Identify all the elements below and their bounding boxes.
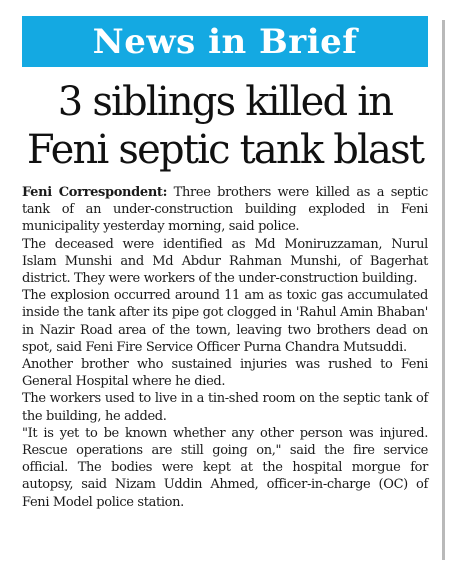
article-paragraph: "It is yet to be known whether any other person was injured. Rescue operations are still going on," said the fire service official. The bodies were kept at the hospital morgue for autopsy, said Nizam Uddin Ahmed, officer-in-charge (OC) of Feni Model police station. — [22, 425, 428, 510]
section-banner — [22, 16, 428, 67]
article-paragraph: The workers used to live in a tin-shed room on the septic tank of the building, he added. — [22, 391, 428, 424]
headline-line-1: 3 siblings killed in — [57, 79, 393, 125]
section-title: News in Brief — [92, 21, 358, 62]
column-divider — [442, 20, 445, 560]
article-body — [22, 184, 428, 511]
headline-line-2: Feni septic tank blast — [26, 127, 424, 173]
article-paragraph — [22, 184, 428, 236]
article-headline — [22, 78, 428, 174]
article-paragraph: Another brother who sustained injuries was rushed to Feni General Hospital where he died. — [22, 357, 428, 390]
article-paragraph: The explosion occurred around 11 am as toxic gas accumulated inside the tank after its pipe got clogged in 'Rahul Amin Bhaban' in Nazir Road area of the town, leaving two brothers dead on spot, said Feni Fire Service Officer Purna Chandra Mutsuddi. — [22, 288, 428, 355]
paragraph-text: Three brothers were killed as a septic tank of an under-construction building exploded in Feni municipality yesterday morning, said police. — [22, 185, 428, 235]
article-paragraph: The deceased were identified as Md Moniruzzaman, Nurul Islam Munshi and Md Abdur Rahman Munshi, of Bagerhat district. They were workers of the under-construction building. — [22, 236, 428, 287]
byline: Feni Correspondent: — [22, 185, 168, 200]
